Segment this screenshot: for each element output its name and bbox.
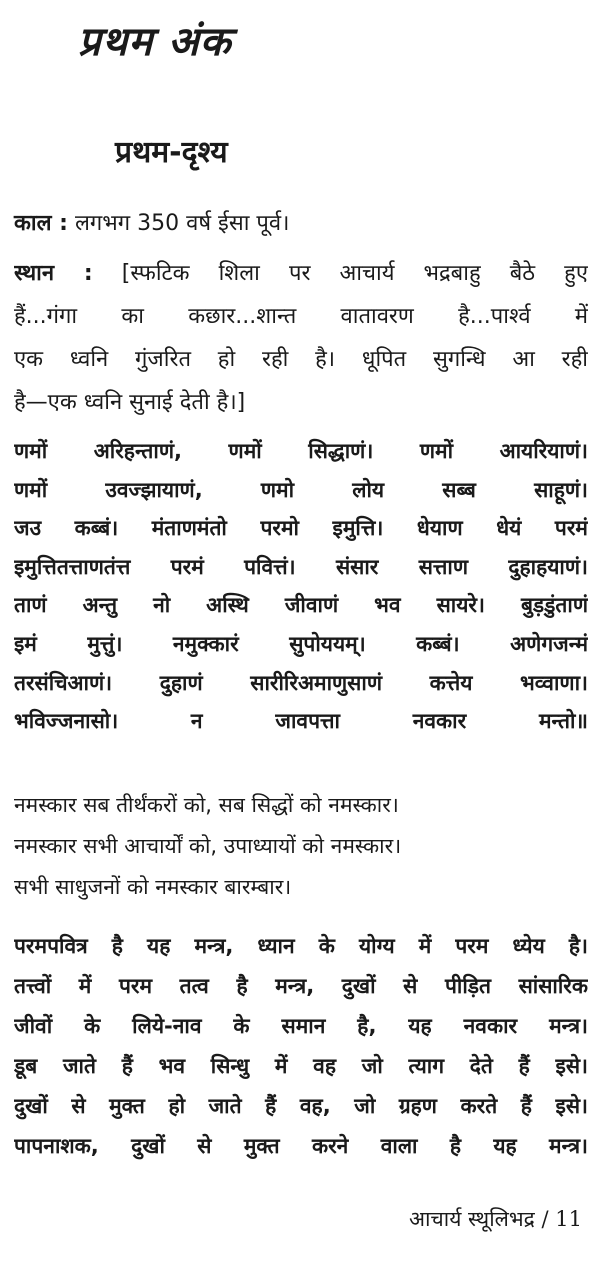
time-text: लगभग 350 वर्ष ईसा पूर्व। bbox=[74, 211, 290, 236]
mantra-line: जउ कब्बं। मंताणमंतो परमो इमुत्ति। धेयाण धेयं परमं bbox=[14, 516, 588, 541]
place-line: हैं...गंगा का कछार...शान्त वातावरण है...पार्श्व में bbox=[14, 304, 588, 329]
mantra-line: तरसंचिआणं। दुहाणं सारीरिअमाणुसाणं कत्तेय भव्वाणा। bbox=[14, 670, 588, 695]
verse-line: पापनाशक, दुखों से मुक्त करने वाला है यह मन्त्र। bbox=[14, 1134, 588, 1158]
mantra-line: भविज्जनासो। न जावपत्ता नवकार मन्तो॥ bbox=[14, 709, 588, 734]
verse-line: तत्त्वों में परम तत्व है मन्त्र, दुखों से पीड़ित सांसारिक bbox=[14, 974, 588, 998]
translation-line: नमस्कार सब तीर्थंकरों को, सब सिद्धों को नमस्कार। bbox=[14, 793, 399, 817]
book-title: आचार्य स्थूलिभद्र bbox=[408, 1207, 535, 1231]
mantra-line: इमं मुत्तुं। नमुक्कारं सुपोययम्। कब्बं। अणेगजन्मं bbox=[14, 631, 588, 656]
mantra-line: णमों उवज्झायाणं, णमो लोय सब्ब साहूणं। bbox=[14, 477, 588, 502]
page-number: 11 bbox=[555, 1207, 582, 1231]
act-title: प्रथम अंक bbox=[78, 19, 232, 65]
verse-line: दुखों से मुक्त हो जाते हैं वह, जो ग्रहण करते हैं इसे। bbox=[14, 1094, 588, 1118]
verse-block bbox=[14, 926, 588, 1166]
translation-block bbox=[14, 785, 588, 908]
mantra-line: इमुत्तितत्ताणतंत्त परमं पवित्तं। संसार सत्ताण दुहाहयाणं। bbox=[14, 554, 588, 579]
verse-line: जीवों के लिये-नाव के समान है, यह नवकार मन्त्र। bbox=[14, 1014, 588, 1038]
time-label: काल : bbox=[14, 211, 68, 236]
place-line: स्थान : [स्फटिक शिला पर आचार्य भद्रबाहु बैठे हुए bbox=[14, 261, 588, 286]
mantra-block bbox=[14, 432, 588, 741]
place-line: एक ध्वनि गुंजरित हो रही है। धूपित सुगन्धि आ रही bbox=[14, 347, 588, 372]
footer-separator: / bbox=[541, 1207, 549, 1231]
place-label: स्थान : bbox=[14, 261, 93, 286]
scene-title: प्रथम-दृश्य bbox=[115, 135, 228, 170]
translation-line: नमस्कार सभी आचार्यों को, उपाध्यायों को नमस्कार। bbox=[14, 834, 402, 858]
translation-line: सभी साधुजनों को नमस्कार बारम्बार। bbox=[14, 875, 292, 899]
time-line bbox=[14, 202, 588, 246]
verse-line: परमपवित्र है यह मन्त्र, ध्यान के योग्य में परम ध्येय है। bbox=[14, 934, 588, 958]
verse-line: डूब जाते हैं भव सिन्धु में वह जो त्याग देते हैं इसे। bbox=[14, 1054, 588, 1078]
place-line: है—एक ध्वनि सुनाई देती है।] bbox=[14, 390, 246, 415]
page-footer bbox=[409, 1205, 582, 1233]
mantra-line: णमों अरिहन्ताणं, णमों सिद्धाणं। णमों आयरियाणं। bbox=[14, 439, 588, 463]
mantra-line: ताणं अन्तु नो अस्थि जीवाणं भव सायरे। बुड़डुंताणं bbox=[14, 593, 588, 618]
place-description bbox=[14, 252, 588, 424]
